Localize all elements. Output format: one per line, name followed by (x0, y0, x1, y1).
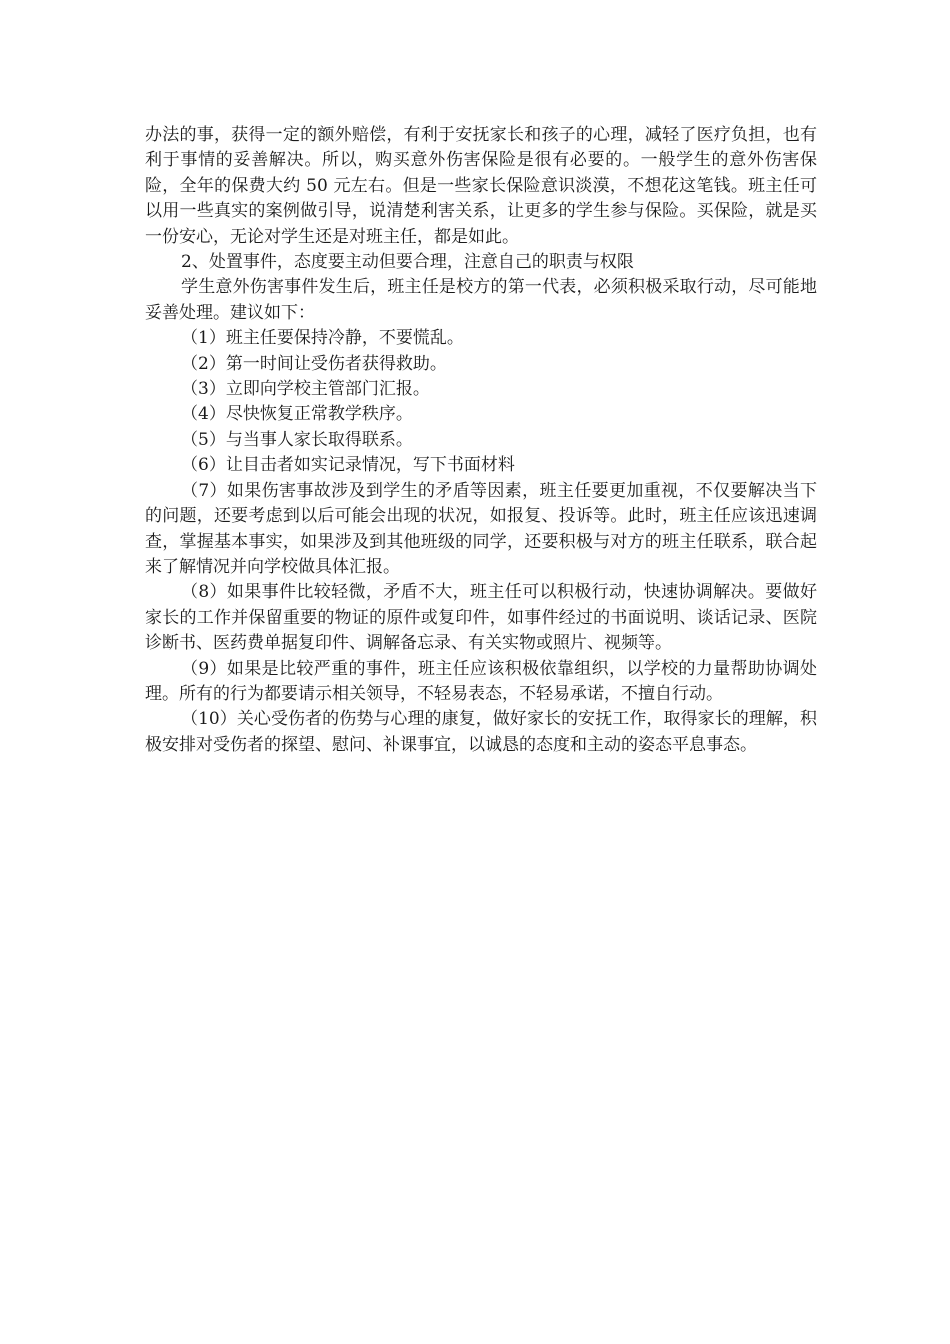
list-item: （4）尽快恢复正常教学秩序。 (181, 404, 413, 425)
document-body (145, 123, 817, 758)
list-item: （10）关心受伤者的伤势与心理的康复，做好家长的安抚工作，取得家长的理解，积极安排对受伤者的探望、慰问、补课事宜，以诚恳的态度和主动的姿态平息事态。 (145, 709, 817, 755)
paragraph-insurance-continued: 办法的事，获得一定的额外赔偿，有利于安抚家长和孩子的心理，减轻了医疗负担，也有利于事情的妥善解决。所以，购买意外伤害保险是很有必要的。一般学生的意外伤害保险，全年的保费大约 50 元左右。但是一些家长保险意识淡漠，不想花这笔钱。班主任可以用一些真实的案例做引导，说清楚利害关系，让更多的学生参与保险。买保险，就是买一份安心，无论对学生还是对班主任，都是如此。 (145, 125, 817, 247)
list-item: （2）第一时间让受伤者获得救助。 (181, 353, 447, 374)
list-item: （7）如果伤害事故涉及到学生的矛盾等因素，班主任要更加重视，不仅要解决当下的问题，还要考虑到以后可能会出现的状况，如报复、投诉等。此时，班主任应该迅速调查，掌握基本事实，如果涉及到其他班级的同学，还要积极与对方的班主任联系，联合起来了解情况并向学校做具体汇报。 (145, 480, 817, 577)
list-item: （6）让目击者如实记录情况，写下书面材料 (181, 455, 515, 476)
section-heading-handling: 2、处置事件，态度要主动但要合理，注意自己的职责与权限 (181, 252, 634, 273)
list-item: （1）班主任要保持冷静，不要慌乱。 (181, 328, 464, 349)
list-item: （3）立即向学校主管部门汇报。 (181, 379, 430, 400)
paragraph-handling-intro: 学生意外伤害事件发生后，班主任是校方的第一代表，必须积极采取行动，尽可能地妥善处理。建议如下： (145, 277, 817, 323)
list-item: （5）与当事人家长取得联系。 (181, 429, 413, 450)
list-item: （8）如果事件比较轻微，矛盾不大，班主任可以积极行动，快速协调解决。要做好家长的工作并保留重要的物证的原件或复印件，如事件经过的书面说明、谈话记录、医院诊断书、医药费单据复印件、调解备忘录、有关实物或照片、视频等。 (145, 582, 817, 654)
list-item: （9）如果是比较严重的事件，班主任应该积极依靠组织，以学校的力量帮助协调处理。所有的行为都要请示相关领导，不轻易表态，不轻易承诺，不擅自行动。 (145, 658, 817, 704)
